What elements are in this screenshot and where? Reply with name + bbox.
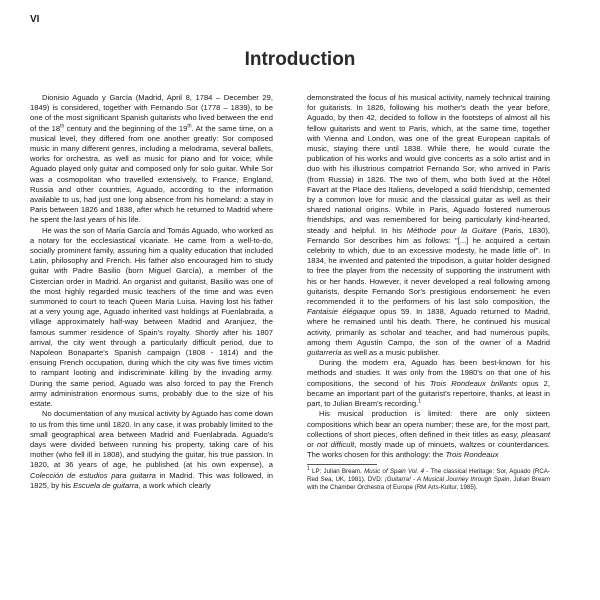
text-run: , Julian Bream with the Chamber Orchestra of Europe (RM Arts-Kultur, 1985). xyxy=(307,475,550,491)
italic-title: Colección de estudios para guitarra xyxy=(30,470,156,480)
text-run: (Paris, 1830), Fernando Sor describes him as follows: "[...] he acquired a certain celebrity to which, due to an excessive modesty, he made little of". In 1834, he invented and patented the tripodison, a guitar holder designed to free the player from the necessity of supporting the instrument with his or her hands. However, it never developed a real following among guitarists, despite Fernando Sor's prestigious endorsement: he even recommended it to the performers of his last solo composition, the xyxy=(307,225,550,307)
text-run: Dionisio Aguado y García (Madrid, April 8, 1784 – December 29, 1849) is considered, together with Fernando Sor (1778 – 1839), to be one of the most significant Spanish guitarists who lived between the end of the 18 xyxy=(30,93,273,133)
text-run: , a work which clearly xyxy=(138,480,211,490)
italic-title: Music of Spain Vol. 4 xyxy=(364,468,425,476)
text-run: - The classical Heritage: Sor, Aguado (RCA-Red Sea, UK, 1981). DVD: xyxy=(307,468,550,483)
text-run: or xyxy=(307,439,317,449)
paragraph xyxy=(307,358,550,409)
paragraph xyxy=(30,409,273,491)
right-column-body xyxy=(307,93,550,460)
page-number: VI xyxy=(30,14,40,25)
text-run: , mostly made up of minuets, waltzes or counterdances. The works chosen for this anthology: the xyxy=(307,439,550,460)
italic-title: not difficult xyxy=(316,439,355,449)
page-title: Introduction xyxy=(244,48,356,70)
text-run: . At the same time, on a musical level, they differed from one another greatly: Sor composed music in many different genres, including a melodrama, several ballets, works for orchestra, as well as music for piano and for voice; while Aguado played only guitar and composed only for solo guitar. While Sor was a cosmopolitan who travelled extensively, to France, England, Russia and other countries, Aguado, according to the information available to us, had just one long absence from his homeland: a stay in Paris between 1826 and 1838, after which he returned to Madrid where he spent the last years of his life. xyxy=(30,123,273,225)
text-run: opus 2, became an important part of the guitarist's repertoire, thanks, at least in part, to Julian Bream's recording. xyxy=(307,378,550,409)
superscript: th xyxy=(187,123,192,130)
text-run: During the modern era, Aguado has been best-known for his methods and studies. It was only from the 1980's on that one of his compositions, the second of his xyxy=(307,358,550,388)
italic-title: Méthode pour la Guitare xyxy=(406,225,497,235)
superscript: 1 xyxy=(418,398,421,405)
italic-title: Fantaisie élégiaque xyxy=(307,307,376,317)
italic-title: ¡Guitarra! - A Musical Journey through Spain xyxy=(384,475,510,483)
text-run: century and the beginning of the 19 xyxy=(64,123,188,133)
paragraph xyxy=(307,93,550,358)
left-column xyxy=(30,93,273,491)
paragraph xyxy=(30,93,273,226)
superscript: 1 xyxy=(307,466,310,473)
text-run: He was the son of María García and Tomás Aguado, who worked as a notary for the ecclesiastical vicariate. He came from a well-to-do, socially prominent family, assuring him a quality education that included Latin, philosophy and French. His father also encouraged him to study guitar with Padre Basilio (born Miguel García), a member of the Cistercian order in Madrid. An organist and guitarist, Basilio was one of the most highly regarded music teachers of the time and was even summoned to court to teach Queen Maria Luisa. Having lost his father at a very young age, Aguado inherited vast holdings at Fuenlabrada, a village approximately half-way between Madrid and Aranjuez, the famous summer residence of Spain's royalty. Shortly after his 1807 arrival, the city went through a particularly difficult period, due to Napoleon Bonaparte's Spanish campaign (1808 - 1814) and the ensuing French occupation, during which the city was five times victim to rampant looting and indiscriminate killing by the invading army. During the same period, Aguado was also forced to pay the French army administration enormous sums, probably due to the size of his estate. xyxy=(30,225,273,409)
superscript: th xyxy=(60,123,65,130)
right-column xyxy=(307,93,550,491)
italic-title: easy, pleasant xyxy=(501,429,550,439)
text-run: demonstrated the focus of his musical activity, namely technical training for guitarists. In 1826, following his mother's death the year before, Aguado, by then 42, decided to follow in the footsteps of almost all his fellow guitarists and went to Paris, which, at the same time, together with Vienna and London, was one of the great European capitals of music, staying there until 1838. While there, he would curate the publication of his works and would give concerts as a solo artist and in duo with his illustrious compatriot Fernando Sor, who arrived in Paris (from Russia) in 1826. The two of them, who both lived at the Hôtel Favart at the Place des Italiens, developed a solid friendship, cemented by a common love for music and the classical guitar as well as their shared national origins. While in Paris, Aguado fostered numerous friendships, and was remembered for being particularly kind-hearted, steady and helpful. In his xyxy=(307,93,550,235)
italic-title: Trois Rondeaux brillants xyxy=(429,378,518,388)
text-run: in Madrid. This was followed, in 1825, by his xyxy=(30,470,274,490)
italic-title: guitarrería xyxy=(307,348,342,358)
paragraph xyxy=(30,226,273,410)
paragraph xyxy=(307,409,550,460)
text-run: as well as a music publisher. xyxy=(341,348,440,358)
italic-title: Escuela de guitarra xyxy=(73,480,139,490)
text-run: His musical production is limited: there are only sixteen compositions which bear an opera number; these are, for the most part, collections of short pieces, often defined in their titles as xyxy=(307,409,550,439)
text-run: opus 59. In 1838, Aguado returned to Madrid, where he remained until his death. There, he continued his musical activity, primarily as scholar and teacher, and had numerous pupils, among them Agustín Campo, the son of the owner of a Madrid xyxy=(307,307,550,347)
footnote xyxy=(307,468,550,491)
text-run: No documentation of any musical activity by Aguado has come down to us from this time until 1820. In any case, it was probably limited to the small geographical area between Madrid and Fuenlabrada. Aguado's days were divided between running his property, taking care of his mother (who fell ill in 1808), and studying the guitar, his true passion. In 1820, at 36 years of age, he published (at his own expense), a xyxy=(30,409,273,470)
italic-title: Trois Rondeaux xyxy=(445,450,499,460)
footnote-rule xyxy=(307,464,377,465)
text-run: LP: Julian Bream, xyxy=(309,468,365,476)
